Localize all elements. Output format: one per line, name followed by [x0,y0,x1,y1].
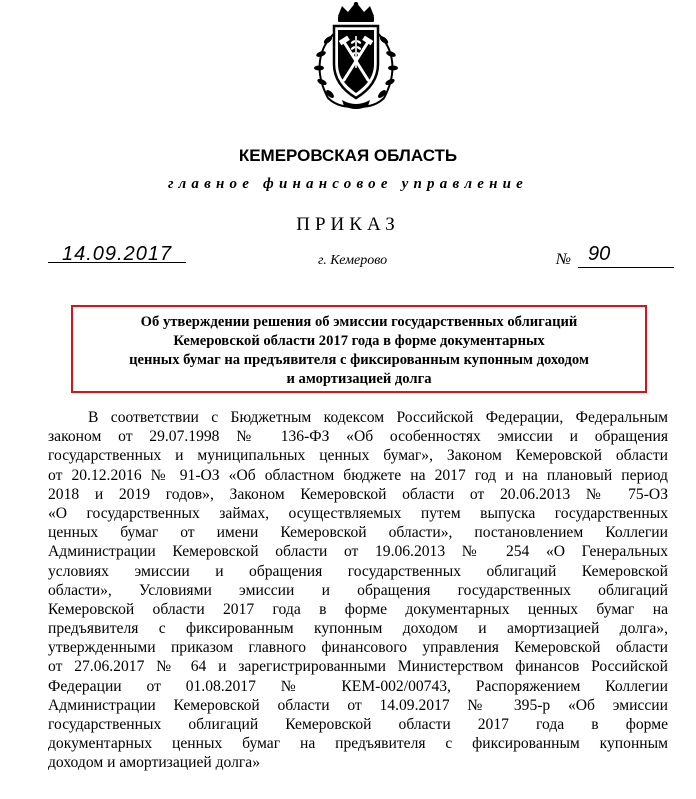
title-line: и амортизацией долга [286,371,432,387]
title-line: Кемеровской области 2017 года в форме документарных [173,333,545,349]
body-line: Кемеровской области 2017 года в форме документарных ценных бумаг на [48,600,668,618]
body-line: условиях эмиссии и обращения государственных облигаций Кемеровской [48,562,668,580]
document-number: 90 [588,243,611,265]
body-line: документарных ценных бумаг на предъявителя с фиксированным купонным [48,735,668,753]
title-line: ценных бумаг на предъявителя с фиксированным купонным доходом [129,352,589,368]
department-name: главное финансовое управление [167,176,529,192]
coat-of-arms-emblem [306,2,406,110]
body-line: ценных бумаг от имени Кемеровской области», постановлением Коллегии [48,524,668,542]
body-line: Администрации Кемеровской области от 19.06.2013 № 254 «О Генеральных [48,543,668,561]
region-name: КЕМЕРОВСКАЯ ОБЛАСТЬ [238,146,458,165]
body-line: Федерации от 01.08.2017 № КЕМ-002/00743, Распоряжением Коллегии [48,677,668,695]
body-line: области», Условиями эмиссии и обращения государственных облигаций [48,581,668,599]
body-paragraph [48,408,668,773]
number-label: № [556,251,572,268]
document-date: 14.09.2017 [62,243,173,265]
body-line: Администрации Кемеровской области от 14.09.2017 № 395-р «Об эмиссии [48,696,668,714]
body-line: государственных облигаций Кемеровской области 2017 года в форме [48,716,668,733]
body-line: государственных и муниципальных ценных бумаг», Законом Кемеровской области [48,447,668,465]
title-line: Об утверждении решения об эмиссии государственных облигаций [140,314,578,330]
body-line: предъявителя с фиксированным купонным доходом и амортизацией долга», [48,620,668,638]
city-name: г. Кемерово [318,253,388,268]
body-line: от 20.12.2016 № 91-ОЗ «Об областном бюджете на 2017 год и на плановый период [48,466,668,484]
body-line: законом от 29.07.1998 № 136-ФЗ «Об особенностях эмиссии и обращения [48,428,668,446]
body-line: В соответствии с Бюджетным кодексом Российской Федерации, Федеральным [88,409,668,426]
body-line: утвержденными приказом главного финансового управления Кемеровской области [48,639,668,657]
document-title [71,313,647,389]
number-underline [578,267,674,268]
body-line: «О государственных займах, осуществляемых путем выпуска государственных [48,504,668,522]
body-line: от 27.06.2017 № 64 и зарегистрированными Министерством финансов Российской [48,658,668,676]
document-type: ПРИКАЗ [296,214,400,235]
body-line: доходом и амортизацией долга» [48,754,261,772]
date-underline [48,262,186,263]
body-line: 2018 и 2019 годов», Законом Кемеровской области от 20.06.2013 № 75-ОЗ [48,485,668,503]
